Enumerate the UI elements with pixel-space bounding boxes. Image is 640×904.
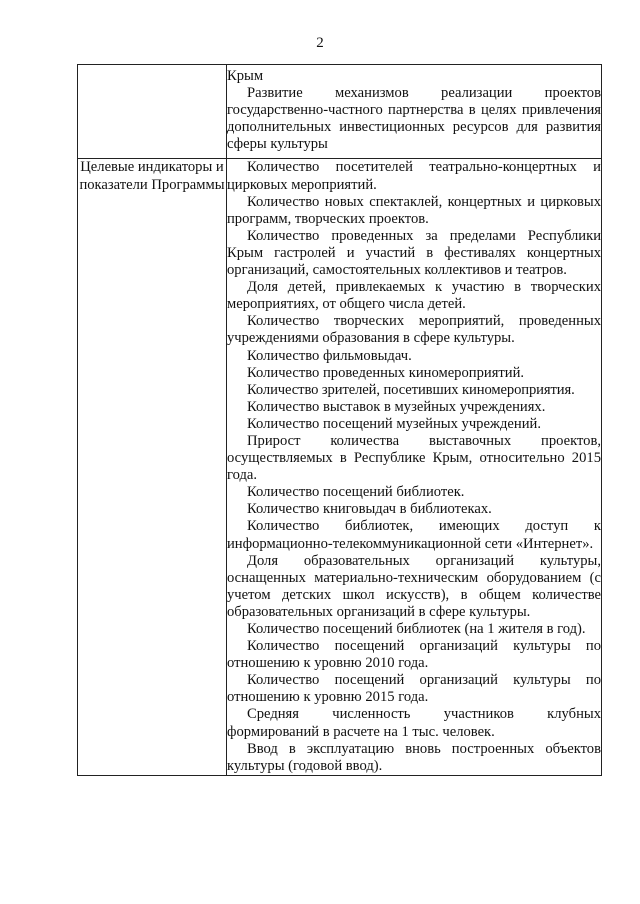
- indicator-item: Количество посещений библиотек (на 1 жителя в год).: [247, 621, 586, 637]
- indicator-item: Количество проведенных за пределами Республики Крым гастролей и участий в фестивалях концертных организаций, самостоятельных коллективов и театров.: [227, 227, 601, 279]
- row-2-label-cell: Целевые индикаторы и показатели Программы: [78, 159, 227, 775]
- indicator-item: Количество выставок в музейных учреждениях.: [247, 398, 546, 415]
- indicator-item: Количество посещений музейных учреждений.: [247, 415, 541, 432]
- indicator-item: Количество фильмовыдач.: [247, 347, 412, 364]
- indicator-item: Количество посещений организаций культуры по отношению к уровню 2015 года.: [227, 672, 601, 706]
- indicator-item: Количество посещений организаций культуры по отношению к уровню 2010 года.: [227, 638, 601, 672]
- indicator-item: Количество творческих мероприятий, проведенных учреждениями образования в сфере культуры.: [227, 313, 601, 347]
- table-row: [78, 65, 602, 159]
- indicator-item: Количество посещений библиотек.: [247, 484, 465, 501]
- indicator-item: Прирост количества выставочных проектов, осуществляемых в Республике Крым, относительно 2015 года.: [227, 432, 601, 484]
- indicator-item: Количество книговыдач в библиотеках.: [247, 501, 492, 518]
- row-1-label-cell: [78, 65, 227, 159]
- indicator-item: Доля детей, привлекаемых к участию в творческих мероприятиях, от общего числа детей.: [227, 279, 601, 313]
- page-number: 2: [316, 35, 324, 51]
- indicator-item: Доля образовательных организаций культуры, оснащенных материально-техническим оборудованием (с учетом детских школ искусств), в общем количестве образовательных организаций в сфере культуры.: [227, 552, 601, 620]
- program-passport-table: [77, 64, 602, 776]
- indicator-item: Средняя численность участников клубных формирований в расчете на 1 тыс. человек.: [227, 706, 601, 740]
- table-row: [78, 159, 602, 775]
- indicator-item: Количество новых спектаклей, концертных и цирковых программ, творческих проектов.: [227, 193, 601, 227]
- indicator-item: Количество посетителей театрально-концертных и цирковых мероприятий.: [227, 159, 601, 193]
- paragraph: Развитие механизмов реализации проектов государственно-частного партнерства в целях привлечения дополнительных инвестиционных ресурсов для развития сферы культуры: [227, 85, 601, 153]
- indicator-item: Количество проведенных киномероприятий.: [247, 364, 525, 381]
- indicator-item: Ввод в эксплуатацию вновь построенных объектов культуры (годовой ввод).: [227, 740, 601, 774]
- indicator-item: Количество библиотек, имеющих доступ к информационно-телекоммуникационной сети «Интернет».: [227, 518, 601, 552]
- paragraph: Крым: [227, 68, 264, 84]
- indicator-item: Количество зрителей, посетивших киномероприятия.: [247, 381, 575, 398]
- row-2-content-cell: [227, 159, 602, 775]
- row-1-content-cell: [227, 65, 602, 159]
